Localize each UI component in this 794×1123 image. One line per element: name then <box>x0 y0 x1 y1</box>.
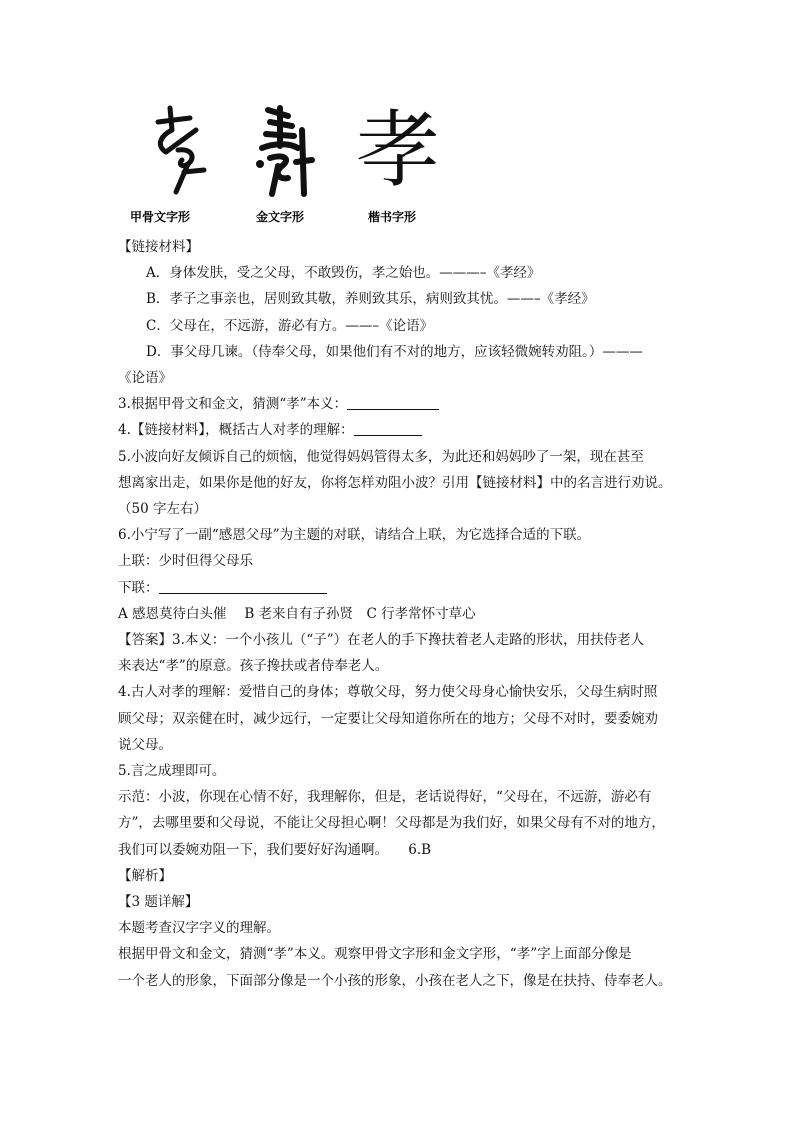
question-6: 6.小宁写了一副“感恩父母”为主题的对联，请结合上联，为它选择合适的下联。 <box>118 527 591 544</box>
question-3 <box>118 391 688 417</box>
upper-couplet: 上联：少时但得父母乐 <box>118 553 253 570</box>
oracle-bone-glyph-image <box>148 100 218 200</box>
bronze-caption: 金文字形 <box>256 210 305 224</box>
bronze-glyph-image <box>248 100 320 200</box>
material-item-d: D．事父母几谏。（侍奉父母，如果他们有不对的地方，应该轻微婉转劝阻。）——— <box>146 343 643 360</box>
material-item-a: A．身体发肤，受之父母，不敢毁伤，孝之始也。———–《孝经》 <box>146 265 541 282</box>
question-5-line-2: 想离家出走，如果你是他的好友，你将怎样劝阻小波？引用【链接材料】中的名言进行劝说。 <box>118 474 672 491</box>
character-evolution-figure <box>120 100 460 230</box>
question-5-line-3: （50 字左右） <box>118 501 207 518</box>
question-5-line-1: 5.小波向好友倾诉自己的烦恼，他觉得妈妈管得太多，为此还和妈妈吵了一架，现在甚至 <box>118 448 644 465</box>
analysis-line-3: 一个老人的形象，下面部分像是一个小孩的形象，小孩在老人之下，像是在扶持、侍奉老人。 <box>118 972 672 989</box>
answer-line-8: 方”，去哪里要和父母说，不能让父母担心啊！父母都是为我们好，如果父母有不对的地方， <box>118 815 665 832</box>
question-3-answer-blank[interactable] <box>347 395 439 410</box>
question-6-options: A 感恩莫待白头催 B 老来自有子孙贤 C 行孝常怀寸草心 <box>118 605 476 622</box>
question-4 <box>118 417 688 443</box>
answer-line-3: 4.古人对孝的理解：爱惜自己的身体；尊敬父母，努力使父母身心愉快安乐，父母生病时照 <box>118 684 658 701</box>
answer-line-4: 顾父母；双亲健在时，减少远行，一定要让父母知道你所在的地方；父母不对时，要委婉劝 <box>118 710 658 727</box>
analysis-line-2: 根据甲骨文和金文，猜测“孝”本义。观察甲骨文字形和金文字形，“孝”字上面部分像是 <box>118 946 632 963</box>
question-4-text: 4.【链接材料】，概括古人对孝的理解： <box>118 422 354 439</box>
question-3-text: 3.根据甲骨文和金文，猜测“孝”本义： <box>118 396 348 413</box>
material-item-d-source: 《论语》 <box>118 370 172 387</box>
answer-line-2: 来表达“孝”的原意。孩子搀扶或者侍奉老人。 <box>118 658 389 675</box>
material-item-b: B．孝子之事亲也，居则致其敬，养则致其乐，病则致其忧。——–《孝经》 <box>146 291 595 308</box>
lower-couplet-answer-blank[interactable] <box>159 579 327 594</box>
answer-line-7: 示范：小波，你现在心情不好，我理解你，但是，老话说得好，“父母在，不远游，游必有 <box>118 789 652 806</box>
material-item-c: C．父母在，不远游，游必有方。——–《论语》 <box>146 317 434 334</box>
question-4-answer-blank[interactable] <box>354 421 422 436</box>
regular-script-glyph: 孝 <box>356 101 441 199</box>
question-text <box>118 234 688 994</box>
regular-script-caption: 楷书字形 <box>368 210 417 224</box>
answer-line-9: 我们可以委婉劝阻一下，我们要好好沟通啊。 6.B <box>118 841 432 858</box>
analysis-subheading: 【3 题详解】 <box>118 894 199 911</box>
answer-line-6: 5.言之成理即可。 <box>118 763 226 780</box>
lower-couplet-label: 下联： <box>118 579 159 596</box>
answer-line-5: 说父母。 <box>118 736 172 753</box>
material-heading: 【链接材料】 <box>118 239 199 255</box>
oracle-bone-caption: 甲骨文字形 <box>130 210 191 224</box>
lower-couplet <box>118 575 688 601</box>
analysis-heading: 【解析】 <box>118 867 172 884</box>
answer-line-1: 【答案】3.本义：一个小孩儿（“子”）在老人的手下搀扶着老人走路的形状，用扶侍老人 <box>118 632 645 649</box>
analysis-line-1: 本题考查汉字字义的理解。 <box>118 920 280 937</box>
